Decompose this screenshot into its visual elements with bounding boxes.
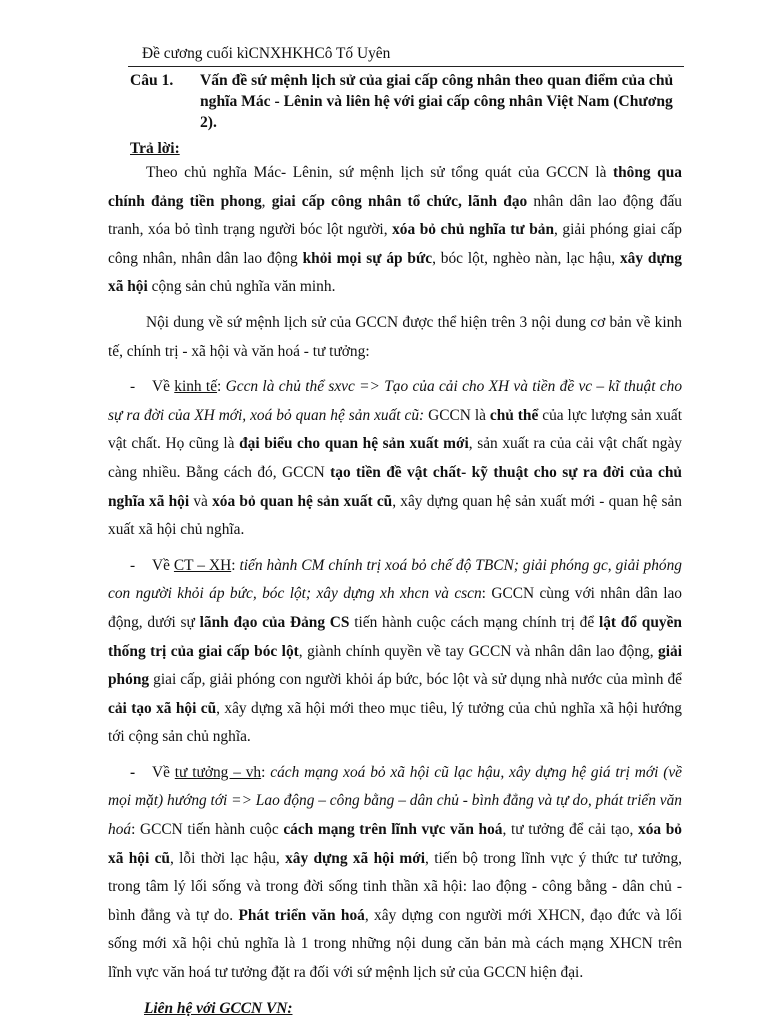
bold-text: xóa bỏ quan hệ sản xuất cũ (212, 492, 393, 510)
bold-text: giải phóng (108, 642, 682, 689)
page-header: Đề cương cuối kìCNXHKHCô Tố Uyên (142, 45, 391, 62)
politics-item (108, 552, 682, 752)
text-span: : (217, 378, 226, 396)
bold-text: chủ thể (489, 406, 539, 424)
italic-summary: tiến hành CM chính trị xoá bỏ chế độ TBCN; giải phóng gc, giải phóng con người khỏi áp bức, bóc lột; xây dựng xh xhcn và cscn (108, 556, 682, 603)
text-span: , sản xuất ra của cải vật chất ngày càng nhiều. Bằng cách đó, GCCN (108, 435, 683, 481)
section-heading: kinh tế (174, 378, 218, 396)
text-span: , (261, 192, 272, 210)
text-span: Về (152, 763, 175, 781)
text-span: Về (152, 378, 175, 396)
question-title (130, 70, 685, 133)
text-span: Về (152, 556, 174, 574)
header-divider (128, 66, 684, 67)
question-text: Vấn đề sứ mệnh lịch sử của giai cấp công nhân theo quan điểm của chủ nghĩa Mác - Lênin và liên hệ với giai cấp công nhân Việt Nam (Chương 2). (200, 72, 674, 131)
text-span: : GCCN cùng với nhân dân lao động, dưới sự (108, 585, 682, 631)
text-span: Theo chủ nghĩa Mác- Lênin, sứ mệnh lịch sử tổng quát của GCCN là (146, 164, 613, 181)
italic-summary: cách mạng xoá bỏ xã hội cũ lạc hậu, xây dựng hệ giá trị mới (về mọi mặt) hướng tới => Lao động – công bằng – dân chủ - bình đẳng và tự do, phát triển văn hoá (108, 763, 682, 839)
text-span: giai cấp, giải phóng con người khỏi áp bức, bóc lột và sử dụng nhà nước của mình để (149, 671, 682, 689)
intro-paragraph (108, 159, 682, 302)
answer-label: Trả lời: (130, 140, 180, 157)
bold-text: xây dựng xã hội mới (285, 849, 426, 867)
bold-text: xóa bỏ xã hội cũ (108, 821, 682, 867)
bold-text: lãnh đạo của Đảng CS (199, 613, 350, 631)
text-span: , giành chính quyền về tay GCCN và nhân dân lao động, (298, 642, 659, 660)
bold-text: giai cấp công nhân tổ chức, lãnh đạo (271, 192, 528, 210)
content-intro-paragraph: Nội dung về sứ mệnh lịch sử của GCCN được thể hiện trên 3 nội dung cơ bản về kinh tế, chính trị - xã hội và văn hoá - tư tưởng: (108, 313, 682, 360)
bold-text: xóa bỏ chủ nghĩa tư bản (392, 221, 555, 239)
section-heading: CT – XH (173, 556, 232, 574)
economy-item (108, 373, 682, 545)
dash-bullet: - (130, 763, 136, 781)
culture-item (108, 759, 682, 988)
bold-text: thông qua chính đảng tiền phong (108, 164, 682, 210)
text-span: , xây dựng xã hội mới theo mục tiêu, lý tưởng của chủ nghĩa xã hội hướng tới cộng sản chủ nghĩa. (108, 699, 682, 746)
text-span: : GCCN tiến hành cuộc (131, 821, 284, 839)
text-span: , tư tưởng để cải tạo, (502, 821, 638, 839)
bold-text: lật đổ quyền thống trị của giai cấp bóc lột (108, 613, 682, 660)
text-span: : (231, 556, 240, 574)
answer-body (108, 159, 682, 1023)
text-span: , giải phóng giai cấp công nhân, nhân dân lao động (108, 221, 682, 267)
italic-summary: Gccn là chủ thể sxvc => Tạo của cải cho XH và tiền đề vc – kĩ thuật cho sự ra đời của XH mới, xoá bỏ quan hệ sản xuất cũ: (108, 378, 683, 424)
text-span: GCCN là (424, 406, 490, 424)
section-heading: tư tưởng – vh (174, 763, 262, 781)
dash-bullet: - (130, 556, 136, 574)
text-span: và (189, 492, 213, 510)
vietnam-link-heading: Liên hệ với GCCN VN: (144, 999, 293, 1017)
text-span: , bóc lột, nghèo nàn, lạc hậu, (432, 249, 620, 267)
bold-text: cách mạng trên lĩnh vực văn hoá (283, 821, 503, 839)
bold-text: cải tạo xã hội cũ (108, 699, 217, 717)
text-span: , xây dựng con người mới XHCN, đạo đức và lối sống mới xã hội chủ nghĩa là 1 trong những nội dung căn bản mà cách mạng XHCN trên lĩnh vực văn hoá tư tưởng đặt ra đối với sứ mệnh lịch sử của GCCN hiện đại. (108, 906, 682, 982)
dash-bullet: - (130, 378, 136, 396)
question-number: Câu 1. (130, 72, 174, 89)
text-span: , lỗi thời lạc hậu, (169, 849, 286, 867)
text-span: của lực lượng sản xuất vật chất. Họ cũng là (108, 406, 682, 453)
text-span: cộng sản chủ nghĩa văn minh. (147, 278, 336, 296)
text-span: : (261, 763, 271, 781)
text-span: tiến hành cuộc cách mạng chính trị để (349, 613, 599, 631)
bold-text: xây dựng xã hội (108, 249, 682, 296)
text-span: , tiến bộ trong lĩnh vực ý thức tư tưởng, trong tâm lý lối sống và trong đời sống tinh thần xã hội: lao động - công bằng - dân chủ - bình đẳng và tự do. (108, 849, 683, 924)
text-span: nhân dân lao động đấu tranh, xóa bỏ tình trạng người bóc lột người, (108, 192, 682, 239)
bold-text: đại biểu cho quan hệ sản xuất mới (239, 435, 469, 453)
bold-text: tạo tiền đề vật chất- kỹ thuật cho sự ra đời của chủ nghĩa xã hội (108, 463, 682, 510)
text-span: , xây dựng quan hệ sản xuất mới - quan hệ sản xuất xã hội chủ nghĩa. (108, 492, 683, 539)
bold-text: khỏi mọi sự áp bức (302, 249, 433, 267)
bold-text: Phát triển văn hoá (238, 906, 365, 924)
